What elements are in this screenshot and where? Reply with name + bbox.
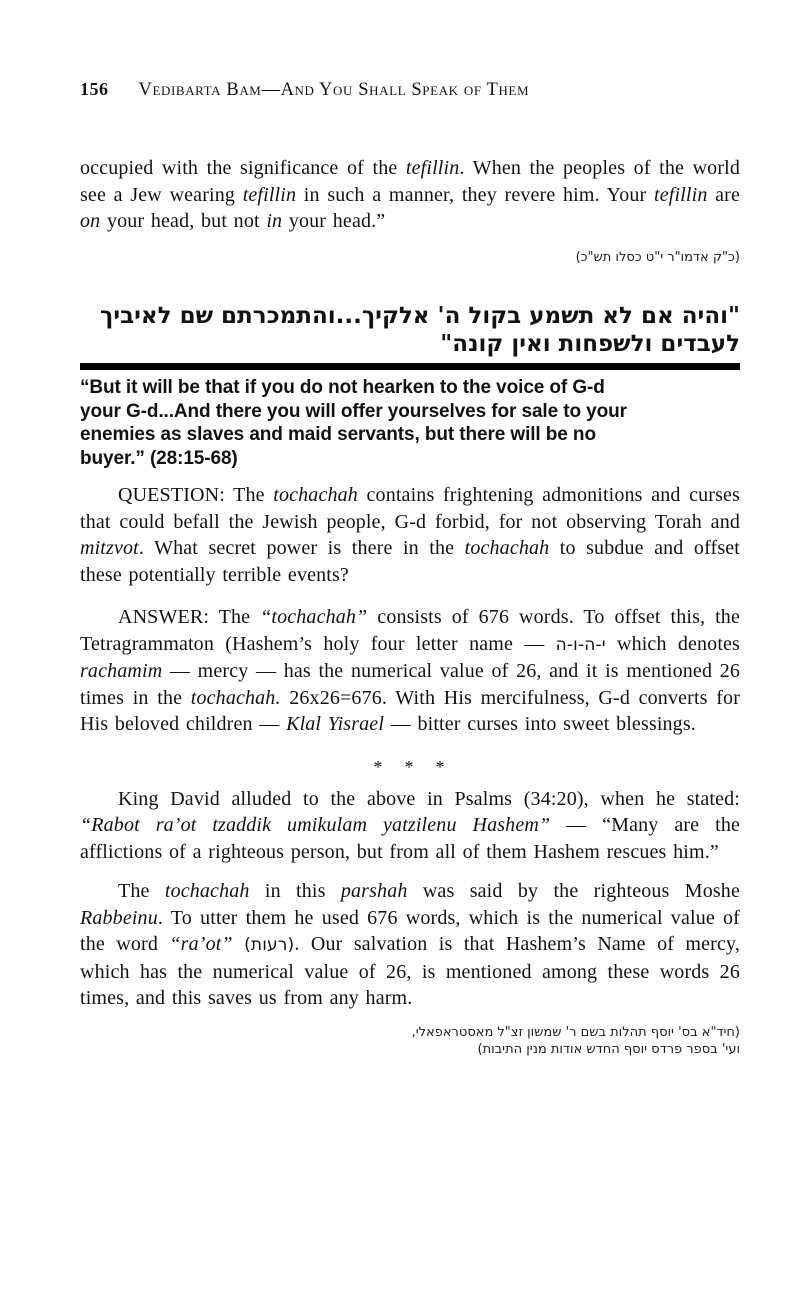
paragraph-psalms: King David alluded to the above in Psalms (34:20), when he stated: “Rabot ra’ot tzaddik umikulam yatzilenu Hashem” — “Many are the afflictions of a righteous person, but from all of them Hashem rescues him.” bbox=[80, 787, 740, 863]
divider-bar bbox=[80, 363, 740, 370]
running-title: Vedibarta Bam—And You Shall Speak of Them bbox=[138, 80, 530, 100]
citation-chida bbox=[80, 1024, 740, 1059]
asterisk-separator: * * * bbox=[373, 756, 447, 777]
citation-chida-line2: ועי' בספר פרדס יוסף החדש אודות מנין התיבות) bbox=[477, 1042, 740, 1057]
page-header bbox=[80, 78, 740, 101]
english-verse-heading-line3: enemies as slaves and maid servants, but there will be no bbox=[80, 424, 596, 445]
hebrew-verse-heading-line1: "והיה אם לא תשמע בקול ה' אלקיך...והתמכרתם שם לאיביך bbox=[100, 303, 740, 329]
hebrew-verse-heading bbox=[80, 302, 740, 358]
english-verse-heading-line1: “But it will be that if you do not hearken to the voice of G-d bbox=[80, 377, 605, 398]
paragraph-tefillin: occupied with the significance of the tefillin. When the peoples of the world see a Jew wearing tefillin in such a manner, they revere him. Your tefillin are on your head, but not in your head.” bbox=[80, 157, 740, 232]
english-verse-heading-line4: buyer.” (28:15-68) bbox=[80, 447, 238, 469]
page-number: 156 bbox=[80, 79, 109, 99]
english-verse-heading-line2: your G-d...And there you will offer yourselves for sale to your bbox=[80, 400, 627, 422]
citation-rebbe: (כ"ק אדמו"ר י"ט כסלו תש"כ) bbox=[575, 249, 740, 265]
hebrew-verse-heading-line2: לעבדים ולשפחות ואין קונה" bbox=[440, 331, 740, 357]
citation-chida-line1: (חיד"א בס' יוסף תהלות בשם ר' שמשון זצ"ל מאסטראפאלי, bbox=[411, 1024, 740, 1040]
paragraph-question: QUESTION: The tochachah contains frightening admonitions and curses that could befall the Jewish people, G-d forbid, for not observing Torah and mitzvot. What secret power is there in the tochachah to subdue and offset these potentially terrible events? bbox=[80, 484, 741, 586]
paragraph-answer: ANSWER: The “tochachah” consists of 676 words. To offset this, the Tetragrammaton (Hashem’s holy four letter name — י-ה-ו-ה which denotes rachamim — mercy — has the numerical value of 26, and it is mentioned 26 times in the tochachah. 26x26=676. With His mercifulness, G-d converts for His beloved children — Klal Yisrael — bitter curses into sweet blessings. bbox=[80, 606, 740, 735]
paragraph-tochachah: The tochachah in this parshah was said by the righteous Moshe Rabbeinu. To utter them he used 676 words, which is the numerical value of the word “ra’ot” (רעות). Our salvation is that Hashem’s Name of mercy, which has the numerical value of 26, is mentioned among these words 26 times, and this saves us from any harm. bbox=[80, 880, 741, 1009]
english-verse-heading bbox=[80, 376, 740, 470]
